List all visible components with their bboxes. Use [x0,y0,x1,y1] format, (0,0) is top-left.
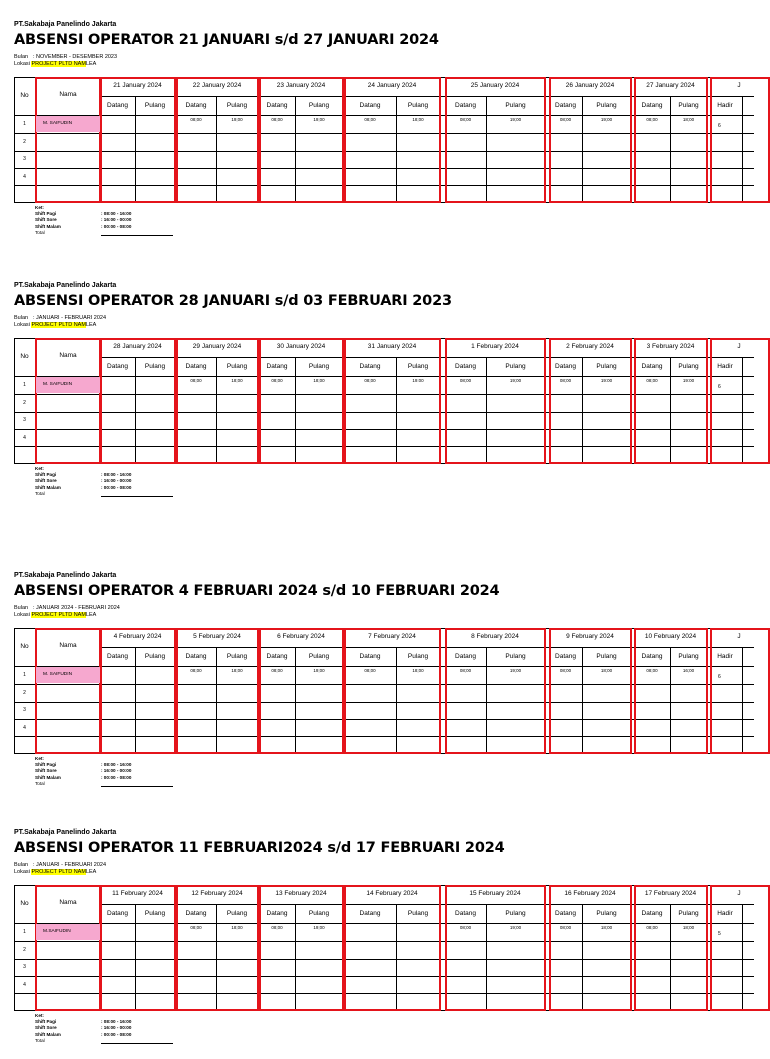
datang-header: Datang [107,910,128,917]
day-column-frame [259,628,344,754]
datang-header: Datang [185,363,207,370]
pulang-header: Pulang [308,102,330,109]
operator-name-cell [36,377,100,393]
shift-legend [35,1012,185,1056]
datang-header: Datang [359,363,381,370]
period-label: Bulan [14,862,29,868]
legend-value: : 00:00 - 08:00 [101,1031,132,1037]
hadir-header: Hadir [717,910,733,917]
datang-header: Datang [641,910,663,917]
pulang-time: 18;00 [682,925,695,930]
datang-header: Datang [185,102,207,109]
legend-label: Shift Malam [35,484,61,490]
location-rest: LEA [85,869,97,875]
attendance-title: ABSENSI OPERATOR 21 JANUARI s/d 27 JANUARI 2024 [14,32,439,48]
operator-name-cell [36,924,100,940]
day-column-frame [634,885,708,1011]
company-name: PT.Sakabaja Panelindo Jakarta [14,572,117,579]
hadir-count: 6 [718,674,721,680]
column-header-nama: Nama [59,642,77,649]
column-header-cut: J [737,82,741,89]
legend-label: Ket: [35,1013,44,1018]
operator-name: M. SAIFUDIN [43,672,73,677]
day-header: 13 February 2024 [275,890,327,897]
pulang-time: 18;00 [412,668,424,673]
legend-label: Shift Malam [35,223,61,229]
period-label: Bulan [14,605,29,611]
day-column-frame [549,77,632,203]
pulang-header: Pulang [226,653,248,660]
day-column-frame [634,338,708,464]
day-column-frame [100,628,176,754]
location-label: Lokasi [14,61,30,67]
pulang-time: 19;00 [313,117,325,122]
datang-header: Datang [455,363,476,370]
column-header-no: No [20,92,29,99]
pulang-time: 18;00 [231,378,243,383]
period-line [14,605,120,611]
pulang-header: Pulang [144,910,166,917]
datang-time: 08;00 [459,378,472,383]
total-underline [101,1043,173,1044]
pulang-time: 19;00 [313,668,325,673]
day-column-frame [344,77,441,203]
legend-label: Total [35,1037,45,1043]
location-highlight: PROJECT PLTD NAM [31,322,86,328]
day-header: 24 January 2024 [367,82,417,89]
column-header-cut: J [737,633,741,640]
day-header: 17 February 2024 [644,890,697,897]
day-header: 31 January 2024 [367,343,417,350]
pulang-header: Pulang [144,102,166,109]
datang-header: Datang [107,363,128,370]
pulang-header: Pulang [308,910,330,917]
row-number: 2 [23,399,26,406]
hadir-count: 6 [718,123,721,129]
column-header-cut: J [737,890,741,897]
pulang-time: 19;00 [313,925,325,930]
operator-name: M.SAIFUDIN [43,929,71,934]
day-header: 5 February 2024 [193,633,241,640]
datang-header: Datang [455,910,476,917]
pulang-time: 18;00 [412,117,424,122]
row-number: 3 [23,707,26,713]
datang-time: 08;00 [190,378,202,383]
row-number: 1 [23,672,26,678]
total-underline [101,496,173,497]
datang-header: Datang [641,363,663,370]
day-column-frame [344,338,441,464]
row-number: 3 [23,156,26,162]
day-column-frame [176,885,259,1011]
datang-header: Datang [555,102,576,109]
location-label: Lokasi [14,869,30,875]
day-column-frame [445,885,546,1011]
day-column-frame [634,77,708,203]
datang-time: 08;00 [459,925,472,930]
datang-time: 08;00 [559,378,572,383]
day-column-frame [549,628,632,754]
datang-header: Datang [359,102,381,109]
legend-value: : 08:00 - 16:00 [101,1019,132,1024]
day-column-frame [176,338,259,464]
pulang-header: Pulang [407,653,429,660]
period-value: : NOVEMBER - DESEMBER 2023 [33,54,118,60]
attendance-table [14,628,768,738]
day-header: 10 February 2024 [644,633,697,640]
pulang-header: Pulang [407,363,429,370]
row-number: 1 [23,929,26,935]
legend-label: Ket: [35,466,44,471]
location-rest: LEA [85,322,97,328]
column-header-cut: J [737,343,741,350]
legend-value: : 08:00 - 16:00 [101,762,132,767]
legend-label: Total [35,780,45,786]
datang-header: Datang [266,363,288,370]
hadir-count: 6 [718,384,721,390]
shift-legend [35,755,185,799]
row-number: 1 [23,382,26,388]
datang-header: Datang [641,102,663,109]
legend-label: Shift Pagi [35,211,57,216]
datang-time: 08;00 [646,378,658,383]
pulang-header: Pulang [596,363,617,370]
period-value: : JANUARI - FEBRUARI 2024 [33,862,107,868]
day-header: 30 January 2024 [276,343,326,350]
legend-label: Total [35,229,45,235]
legend-label: Shift Sore [35,768,57,774]
day-header: 3 February 2024 [646,343,695,350]
legend-label: Ket: [35,756,44,761]
attendance-section [0,572,768,802]
attendance-table [14,77,768,187]
legend-value: : 16:00 - 00:00 [101,217,132,223]
shift-legend [35,465,185,509]
legend-value: : 00:00 - 08:00 [101,223,132,229]
pulang-time: 19:00 [412,378,424,383]
pulang-header: Pulang [678,363,699,370]
company-name: PT.Sakabaja Panelindo Jakarta [14,829,117,836]
day-column-frame [259,77,344,203]
datang-header: Datang [555,910,576,917]
day-header: 16 February 2024 [564,890,616,897]
location-line [14,612,96,618]
pulang-header: Pulang [596,102,617,109]
attendance-section [0,282,768,512]
company-name: PT.Sakabaja Panelindo Jakarta [14,21,117,28]
pulang-time: 19;00 [509,117,522,122]
datang-header: Datang [266,102,288,109]
hadir-header: Hadir [717,102,733,109]
row-number: 2 [23,138,26,145]
attendance-title: ABSENSI OPERATOR 11 FEBRUARI2024 s/d 17 FEBRUARI 2024 [14,840,505,856]
hadir-header: Hadir [717,653,733,660]
period-label: Bulan [14,315,29,321]
datang-time: 08;00 [190,925,202,930]
day-header: 27 January 2024 [646,82,695,89]
legend-label: Ket: [35,205,44,210]
location-line [14,61,96,67]
column-header-nama: Nama [59,91,77,98]
pulang-time: 16;00 [682,668,695,673]
attendance-table [14,338,768,448]
datang-time: 08;00 [190,668,202,673]
attendance-title: ABSENSI OPERATOR 4 FEBRUARI 2024 s/d 10 FEBRUARI 2024 [14,583,500,599]
pulang-time: 19;00 [509,668,522,673]
datang-time: 08;00 [190,117,202,122]
datang-header: Datang [185,653,207,660]
row-number: 3 [23,964,26,970]
legend-label: Shift Pagi [35,472,57,477]
location-highlight: PROJECT PLTD NAM [31,869,86,875]
pulang-header: Pulang [678,653,699,660]
location-rest: LEA [85,612,97,618]
pulang-header: Pulang [144,363,166,370]
location-rest: LEA [85,61,97,67]
pulang-header: Pulang [596,653,617,660]
pulang-header: Pulang [308,363,330,370]
period-label: Bulan [14,54,29,60]
datang-time: 08;00 [271,378,283,383]
legend-label: Shift Pagi [35,762,57,767]
datang-time: 08;00 [646,925,658,930]
row-number: 3 [23,417,26,423]
day-header: 14 February 2024 [366,890,418,897]
legend-value: : 16:00 - 00:00 [101,1025,132,1031]
location-label: Lokasi [14,612,30,618]
attendance-table [14,885,768,995]
day-column-frame [549,885,632,1011]
location-line [14,869,96,875]
datang-header: Datang [555,363,576,370]
pulang-time: 19;00 [600,117,613,122]
datang-time: 08;00 [646,668,658,673]
day-header: 2 February 2024 [566,343,614,350]
legend-value: : 00:00 - 08:00 [101,774,132,780]
pulang-header: Pulang [308,653,330,660]
datang-time: 08;00 [559,668,572,673]
day-header: 21 January 2024 [113,82,162,89]
column-header-no: No [20,353,29,360]
company-name: PT.Sakabaja Panelindo Jakarta [14,282,117,289]
day-column-frame [634,628,708,754]
datang-time: 08;00 [646,117,658,122]
legend-value: : 08:00 - 16:00 [101,211,132,216]
row-number: 2 [23,946,26,953]
day-header: 8 February 2024 [471,633,519,640]
datang-header: Datang [641,653,663,660]
day-header: 29 January 2024 [192,343,242,350]
operator-name-cell [36,667,100,683]
day-column-frame [445,338,546,464]
day-column-frame [445,628,546,754]
day-header: 4 February 2024 [113,633,162,640]
datang-time: 08;00 [559,925,572,930]
period-line [14,862,106,868]
row-number: 4 [23,724,26,731]
location-line [14,322,96,328]
day-header: 28 January 2024 [113,343,162,350]
day-header: 11 February 2024 [112,890,163,897]
day-column-frame [259,885,344,1011]
legend-value: : 16:00 - 00:00 [101,478,132,484]
row-number: 4 [23,173,26,180]
pulang-time: 19:00 [682,378,695,383]
pulang-header: Pulang [505,363,526,370]
shift-legend [35,204,185,248]
day-header: 22 January 2024 [192,82,242,89]
datang-time: 08;00 [271,668,283,673]
period-value: : JANUARI 2024 - FEBRUARI 2024 [33,605,120,611]
day-header: 1 February 2024 [471,343,519,350]
datang-time: 08;00 [364,378,376,383]
datang-time: 08;00 [459,668,472,673]
datang-header: Datang [359,653,381,660]
pulang-time: 19;00 [509,378,522,383]
pulang-time: 18;00 [600,925,613,930]
datang-header: Datang [455,102,476,109]
legend-label: Shift Sore [35,478,57,484]
datang-header: Datang [266,653,288,660]
hadir-count: 5 [718,931,721,937]
location-highlight: PROJECT PLTD NAM [31,612,86,618]
day-header: 9 February 2024 [566,633,614,640]
pulang-time: 19;00 [231,117,243,122]
legend-label: Shift Malam [35,774,61,780]
day-column-frame [344,628,441,754]
legend-label: Shift Sore [35,217,57,223]
datang-time: 08;00 [271,925,283,930]
legend-label: Shift Malam [35,1031,61,1037]
datang-time: 08;00 [364,117,376,122]
legend-label: Total [35,490,45,496]
day-column-frame [549,338,632,464]
datang-time: 08;00 [459,117,472,122]
pulang-header: Pulang [678,102,699,109]
pulang-time: 18;00 [231,668,243,673]
datang-time: 08;00 [364,668,376,673]
pulang-header: Pulang [407,910,429,917]
datang-time: 08;00 [559,117,572,122]
legend-value: : 08:00 - 16:00 [101,472,132,477]
day-column-frame [100,338,176,464]
row-number: 4 [23,981,26,988]
day-header: 7 February 2024 [368,633,416,640]
day-header: 23 January 2024 [276,82,326,89]
pulang-header: Pulang [505,910,526,917]
attendance-section [0,21,768,251]
operator-name: M. SAIFUDIN [43,121,73,126]
day-column-frame [100,77,176,203]
period-line [14,315,106,321]
day-header: 25 January 2024 [470,82,520,89]
day-column-frame [100,885,176,1011]
pulang-header: Pulang [144,653,166,660]
pulang-header: Pulang [678,910,699,917]
day-column-frame [344,885,441,1011]
legend-label: Shift Sore [35,1025,57,1031]
datang-header: Datang [555,653,576,660]
pulang-header: Pulang [596,910,617,917]
row-number: 1 [23,121,26,127]
datang-header: Datang [359,910,381,917]
location-label: Lokasi [14,322,30,328]
day-column-frame [176,77,259,203]
operator-name: M. SAIFUDIN [43,382,73,387]
pulang-header: Pulang [505,653,526,660]
pulang-header: Pulang [505,102,526,109]
hadir-column-frame [710,77,770,203]
column-header-no: No [20,900,29,907]
column-header-no: No [20,643,29,650]
datang-time: 08;00 [271,117,283,122]
legend-value: : 00:00 - 08:00 [101,484,132,490]
day-header: 6 February 2024 [277,633,325,640]
location-highlight: PROJECT PLTD NAM [31,61,86,67]
pulang-time: 18;00 [313,378,325,383]
hadir-column-frame [710,628,770,754]
day-column-frame [259,338,344,464]
day-column-frame [445,77,546,203]
attendance-title: ABSENSI OPERATOR 28 JANUARI s/d 03 FEBRUARI 2023 [14,293,452,309]
period-value: : JANUARI - FEBRUARI 2024 [33,315,107,321]
datang-header: Datang [185,910,207,917]
day-column-frame [176,628,259,754]
total-underline [101,786,173,787]
pulang-header: Pulang [226,363,248,370]
hadir-column-frame [710,885,770,1011]
period-line [14,54,117,60]
legend-label: Shift Pagi [35,1019,57,1024]
pulang-time: 18;00 [682,117,695,122]
legend-value: : 16:00 - 00:00 [101,768,132,774]
pulang-header: Pulang [407,102,429,109]
pulang-time: 19;00 [509,925,522,930]
column-header-nama: Nama [59,899,77,906]
column-header-nama: Nama [59,352,77,359]
day-header: 12 February 2024 [191,890,243,897]
hadir-column-frame [710,338,770,464]
operator-name-cell [36,116,100,132]
pulang-header: Pulang [226,102,248,109]
pulang-time: 18;00 [231,925,243,930]
attendance-section [0,829,768,1059]
total-underline [101,235,173,236]
day-header: 15 February 2024 [469,890,521,897]
pulang-time: 18;00 [600,668,613,673]
row-number: 4 [23,434,26,441]
datang-header: Datang [107,653,128,660]
datang-header: Datang [266,910,288,917]
pulang-header: Pulang [226,910,248,917]
hadir-header: Hadir [717,363,733,370]
datang-header: Datang [107,102,128,109]
day-header: 26 January 2024 [565,82,615,89]
pulang-time: 19:00 [600,378,613,383]
datang-header: Datang [455,653,476,660]
row-number: 2 [23,689,26,696]
